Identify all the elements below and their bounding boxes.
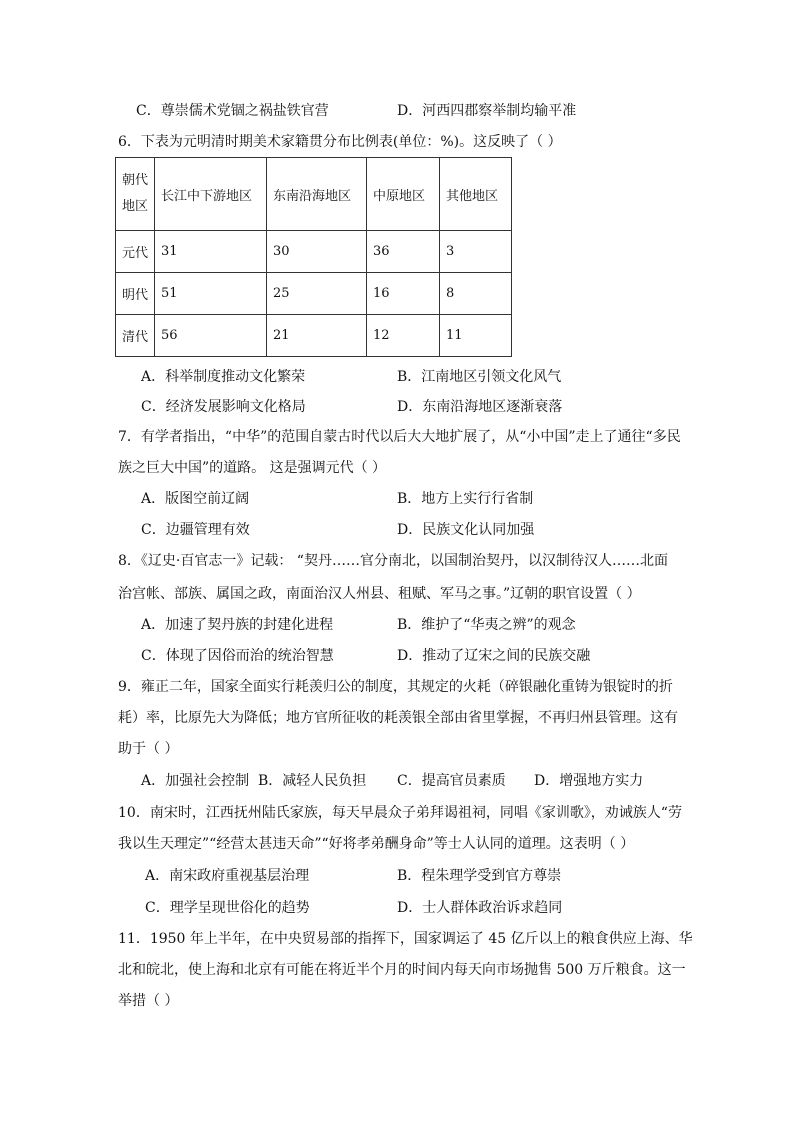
table-row [116,273,512,315]
q10-option-b: B．程朱理学受到官方尊崇 [397,868,562,884]
table-cell: 12 [367,315,440,357]
q8-option-a: A．加速了契丹族的封建化进程 [141,617,334,633]
q11-stem-line-2: 北和皖北，使上海和北京有可能在将近半个月的时间内每天向市场抛售 500 万斤粮食。这一 [118,962,686,978]
q7-option-a: A．版图空前辽阔 [141,491,250,507]
header-cell: 中原地区 [367,158,440,231]
table-cell: 30 [267,231,367,273]
q10-stem-line-1: 10．南宋时，江西抚州陆氏家族，每天早晨众子弟拜谒祖祠，同唱《家训歌》，劝诫族人“劳 [118,805,682,821]
q8-stem-line-2: 治宫帐、部族、属国之政，南面治汉人州县、租赋、军马之事。”辽朝的职官设置（ ） [118,586,641,602]
q9-option-b: B．减轻人民负担 [258,773,367,789]
row-label-cell: 清代 [116,315,155,357]
q8-stem-line-1: 8．《辽史·百官志一》记载： “契丹……官分南北，以国制治契丹，以汉制待汉人……北面 [118,553,668,569]
q8-option-c: C．体现了因俗而治的统治智慧 [141,648,334,664]
table-cell: 56 [155,315,267,357]
row-label-cell: 元代 [116,231,155,273]
q5-option-d: D．河西四郡察举制均输平准 [397,103,577,119]
q7-option-c: C．边疆管理有效 [141,522,250,538]
header-cell: 东南沿海地区 [267,158,367,231]
q10-option-c: C．理学呈现世俗化的趋势 [145,900,310,916]
q7-stem-line-2: 族之巨大中国”的道路。 这是强调元代（ ） [118,460,387,476]
q9-stem-line-1: 9．雍正二年，国家全面实行耗羡归公的制度，其规定的火耗（碎银融化重铸为银锭时的折 [118,679,673,695]
q6-stem: 6．下表为元明清时期美术家籍贯分布比例表(单位：%)。这反映了（ ） [118,134,562,150]
q8-option-b: B．维护了“华夷之辨”的观念 [397,617,576,633]
q9-option-a: A．加强社会控制 [141,773,250,789]
q9-stem-line-2: 耗）率，比原先大为降低；地方官所征收的耗羡银全部由省里掌握，不再归州县管理。这有 [118,710,678,726]
q7-option-b: B．地方上实行行省制 [397,491,534,507]
q7-stem-line-1: 7．有学者指出，“中华”的范围自蒙古时代以后大大地扩展了，从“小中国”走上了通往“多民 [118,429,681,445]
table-header-row [116,158,512,231]
q10-stem-line-2: 我以生天理定”“经营太甚违天命”“好将孝弟酬身命”等士人认同的道理。这表明（ ） [118,836,635,852]
table-cell: 11 [440,315,512,357]
table-cell: 3 [440,231,512,273]
q7-option-d: D．民族文化认同加强 [397,522,535,538]
corner-dynasty-label: 朝代 [122,173,149,188]
q10-option-d: D．士人群体政治诉求趋同 [397,900,563,916]
table-cell: 51 [155,273,267,315]
corner-region-label: 地区 [122,199,149,214]
q11-stem-line-3: 举措（ ） [118,993,179,1009]
table-row [116,231,512,273]
q10-option-a: A．南宋政府重视基层治理 [145,868,310,884]
header-cell: 其他地区 [440,158,512,231]
table-cell: 25 [267,273,367,315]
table-cell: 21 [267,315,367,357]
row-label-cell: 明代 [116,273,155,315]
q6-option-b: B．江南地区引领文化风气 [397,369,562,385]
q11-stem-line-1: 11．1950 年上半年，在中央贸易部的指挥下，国家调运了 45 亿斤以上的粮食供应上海、华 [118,931,693,947]
q9-option-c: C．提高官员素质 [397,773,506,789]
header-cell: 长江中下游地区 [155,158,267,231]
q5-option-c: C．尊崇儒术党锢之祸盐铁官营 [136,103,329,119]
q6-option-a: A．科举制度推动文化繁荣 [141,369,306,385]
table-cell: 36 [367,231,440,273]
q8-option-d: D．推动了辽宋之间的民族交融 [397,648,591,664]
table-cell: 8 [440,273,512,315]
q6-option-c: C．经济发展影响文化格局 [141,399,306,415]
table-cell: 31 [155,231,267,273]
q9-stem-line-3: 助于（ ） [118,741,179,757]
q6-data-table [115,157,512,357]
table-row [116,315,512,357]
q9-option-d: D．增强地方实力 [534,773,644,789]
table-corner-cell [116,158,155,231]
table-cell: 16 [367,273,440,315]
q6-option-d: D．东南沿海地区逐渐衰落 [397,399,563,415]
